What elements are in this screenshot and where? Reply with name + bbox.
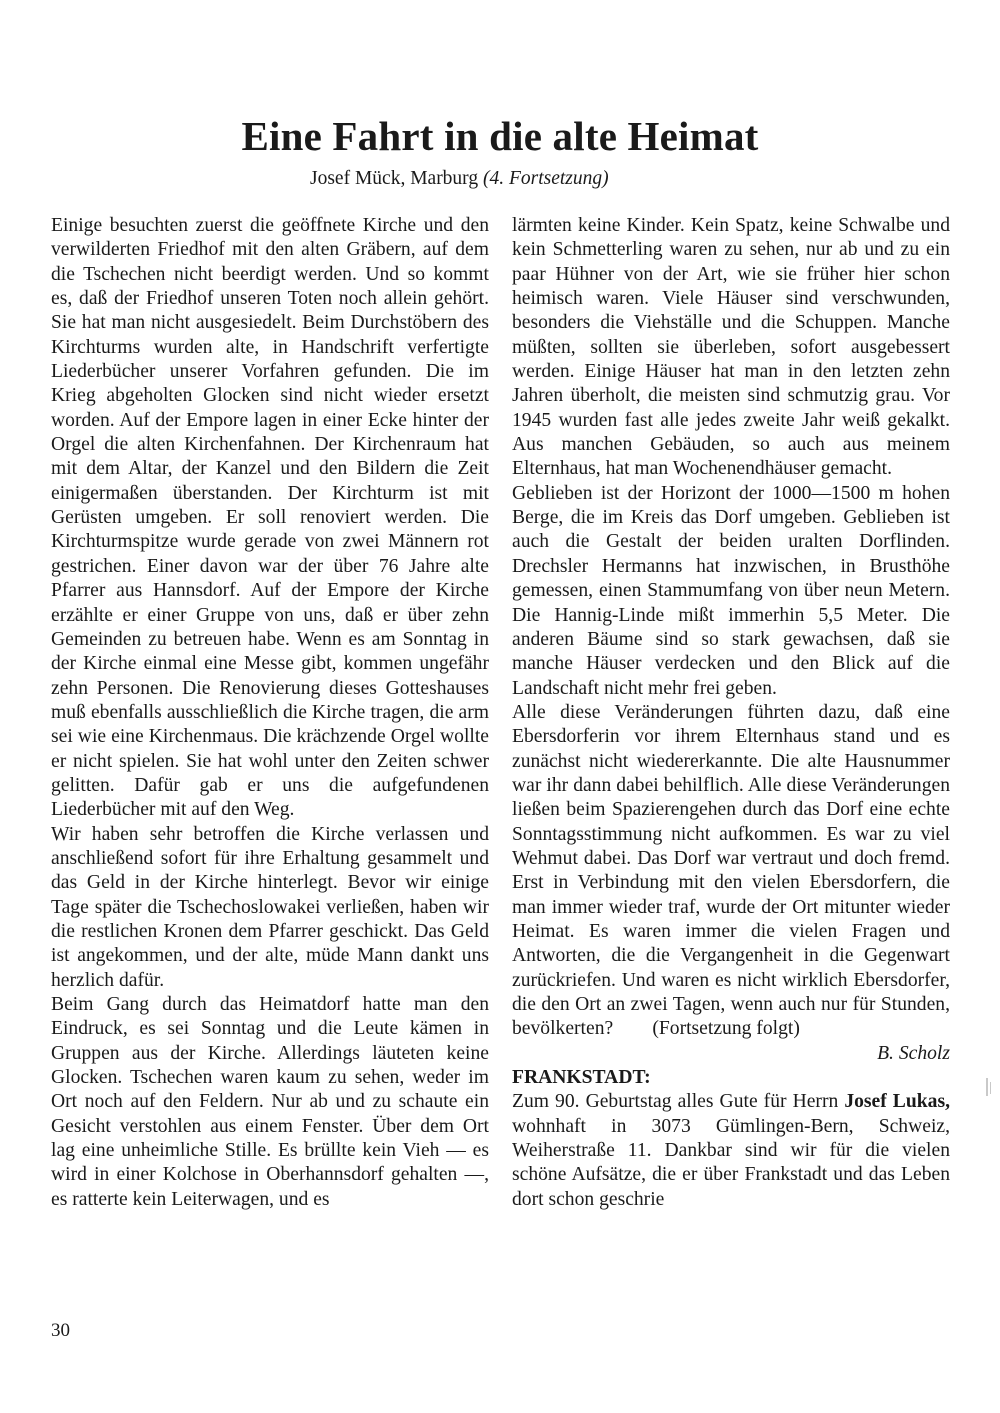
birthday-notice [512,1090,950,1212]
author-signature: B. Scholz [877,1042,950,1064]
left-column [51,214,489,1212]
honoree-name: Josef Lukas, [844,1091,950,1113]
article-byline [310,168,710,190]
paragraph: lärmten keine Kinder. Kein Spatz, keine Schwalbe und kein Schmetterling waren zu sehen, nur ab und zu ein paar Hühner von der Art, wie sie früher hier schon heimisch waren. Viele Häuser sind verschwunden, besonders die Viehställe und die Schuppen. Manche müßten, sollten sie überleben, sofort ausgebessert werden. Einige Häuser hat man in den letzten zehn Jahren überholt, die meisten sind schmutzig grau. Vor 1945 wurden fast alle jedes zweite Jahr weiß gekalkt. Aus manchen Gebäuden, so auch aus meinem Elternhaus, hat man Wochenendhäuser gemacht. [512,215,950,480]
scan-artifact [986,1078,988,1096]
paragraph: Beim Gang durch das Heimatdorf hatte man den Eindruck, es sei Sonntag und die Leute kämen in Gruppen aus der Kirche. Allerdings läuteten keine Glocken. Tschechen waren kaum zu sehen, weder im Ort noch auf den Feldern. Nur ab und zu schaute ein Gesicht verstohlen aus einem Fenster. Über dem Ort lag eine unheimliche Stille. Es brüllte kein Vieh — es wird in einer Kolchose in Oberhannsdorf gehalten —, es ratterte kein Leiterwagen, und es [51,994,489,1210]
section-heading: FRANKSTADT: [512,1067,651,1089]
paragraph: Alle diese Veränderungen führten dazu, daß eine Ebersdorferin vor ihrem Elternhaus stand und es zunächst nicht wiedererkannte. Die alte Hausnummer war ihr dann dabei behilflich. Alle diese Veränderungen ließen beim Spazierengehen durch das Dorf eine echte Sonntagsstimmung nicht aufkommen. Es war zu viel Wehmut dabei. Das Dorf war vertraut und doch fremd. Erst in Verbindung mit den vielen Ebersdorfern, die man immer wieder traf, wurde der Ort mitunter wieder Heimat. Es waren immer die vielen Fragen und Antworten, die die Vergangenheit in die Gegenwart zurückriefen. Und waren es nicht wirklich Ebersdorfer, die den Ort an zwei Tagen, wenn auch nur für Stunden, bevölkerten? (Fortsetzung folgt) [512,701,950,1040]
notice-lead: Zum 90. Geburtstag alles Gute für Herrn [512,1091,839,1113]
scan-artifact [990,1082,991,1094]
installment-note: (4. Fortsetzung) [482,168,609,189]
article-title: Eine Fahrt in die alte Heimat [241,113,759,159]
paragraph: Einige besuchten zuerst die geöffnete Kirche und den verwilderten Friedhof mit den alten Gräbern, auf dem die Tschechen nicht beerdigt werden. Und so kommt es, daß der Friedhof unseren Toten noch allein gehört. Sie hat man nicht ausgesiedelt. Beim Durchstöbern des Kirchturms wurden alte, in Handschrift verfertigte Liederbücher unserer Vorfahren gefunden. Die im Krieg abgeholten Glocken sind nicht wieder ersetzt worden. Auf der Empore lagen in einer Ecke hinter der Orgel die alten Kirchenfahnen. Der Kirchenraum hat mit dem Altar, der Kanzel und den Bildern die Zeit einigermaßen überstanden. Der Kirchturm ist mit Gerüsten umgeben. Er soll renoviert werden. Die Kirchturmspitze wurde gerade von zwei Männern rot gestrichen. Einer davon war der über 76 Jahre alte Pfarrer aus Hannsdorf. Auf der Empore der Kirche erzählte er einer Gruppe von uns, daß er über zehn Gemeinden zu betreuen habe. Wenn es am Sonntag in der Kirche einmal eine Messe gibt, kommen ungefähr zehn Personen. Die Renovierung dieses Gotteshauses muß ebenfalls ausschließlich die Kirche tragen, die arm sei wie eine Kirchenmaus. Die krächzende Orgel wollte er nicht spielen. Sie hat wohl unter den Zeiten schwer gelitten. Dafür gab er uns die aufgefundenen Liederbücher mit auf den Weg. [51,215,489,821]
author-name: Josef Mück, Marburg [310,168,479,189]
notice-rest: wohnhaft in 3073 Gümlingen-Bern, Schweiz, Weiherstraße 11. Dankbar sind wir für die vielen schöne Aufsätze, die er über Frankstadt und das Leben dort schon geschrie [512,1115,950,1210]
paragraph: Wir haben sehr betroffen die Kirche verlassen und anschließend sofort für ihre Erhaltung gesammelt und das Geld in der Kirche hinterlegt. Bevor wir einige Tage später die Tschechoslowakei verließen, haben wir die restlichen Kronen dem Pfarrer geschickt. Das Geld ist angekommen, und der alte, müde Mann dankt uns herzlich dafür. [51,823,489,991]
page-number: 30 [51,1320,70,1341]
right-column [512,214,950,1212]
paragraph: Geblieben ist der Horizont der 1000—1500 m hohen Berge, die im Kreis das Dorf umgeben. Geblieben ist auch die Gestalt der beiden uralten Dorflinden. Drechsler Hermanns hat inzwischen, in Brusthöhe gemessen, einen Stammumfang von über neun Metern. Die Hannig-Linde mißt immerhin 5,5 Meter. Die anderen Bäume sind so stark gewachsen, daß sie manche Häuser verdecken und den Blick auf die Landschaft nicht mehr frei geben. [512,482,950,699]
